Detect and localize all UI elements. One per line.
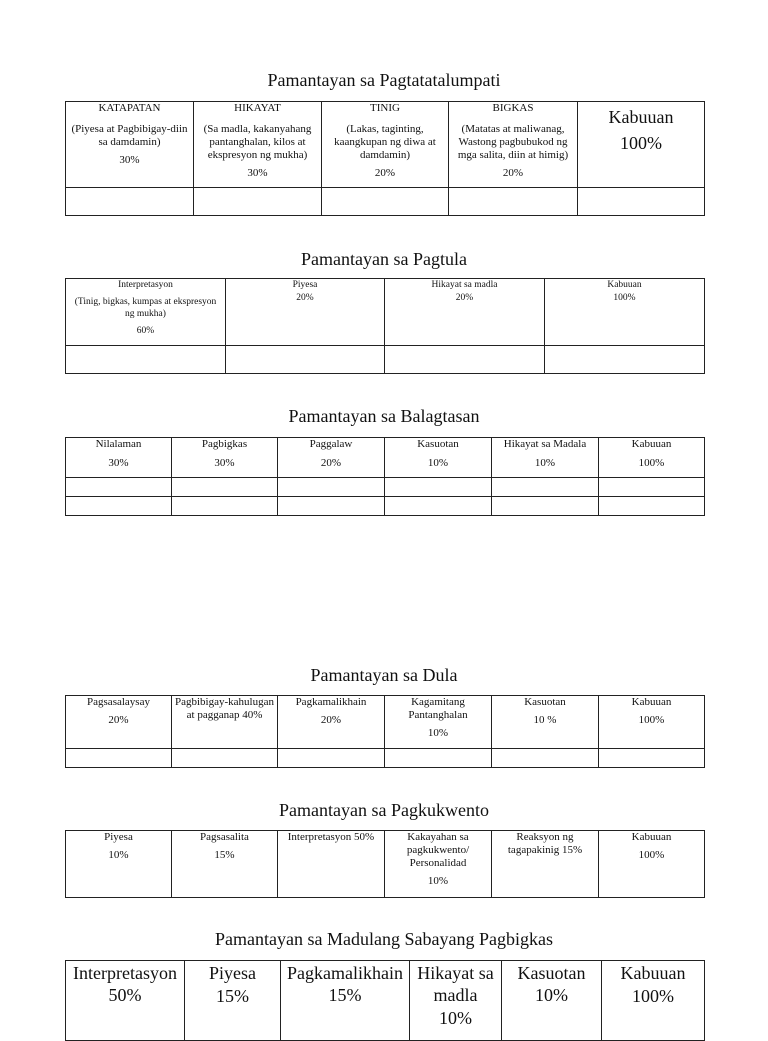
criterion-header: Nilalaman [95,438,142,450]
criterion-percent: 10% [427,727,449,739]
criterion-header: Interpretasyon [73,963,177,983]
section-title-pagtatatalumpati: Pamantayan sa Pagtatatalumpati [267,70,501,90]
score-cell[interactable] [278,749,385,768]
criterion-cell [385,696,492,749]
total-header: Kabuuan [631,438,672,450]
criterion-percent: 30% [247,167,268,179]
total-cell [578,102,705,188]
criterion-percent: 60% [136,326,155,336]
section-title-dula: Pamantayan sa Dula [310,665,458,685]
criterion-header: Reaksyon ng tagapakinig 15% [507,831,583,856]
total-percent: 100% [638,714,665,726]
criterion-cell [385,438,492,478]
criterion-cell [226,279,385,346]
criterion-cell [185,961,281,1041]
total-cell [545,279,705,346]
score-cell[interactable] [545,346,705,374]
criterion-percent: 20% [108,714,129,726]
criterion-header: KATAPATAN [98,102,161,114]
score-cell[interactable] [599,749,705,768]
criterion-cell [385,831,492,898]
criterion-header: Piyesa [104,831,133,843]
score-cell[interactable] [449,188,578,216]
score-cell[interactable] [278,478,385,497]
criterion-header: Kasuotan [524,696,566,708]
section-title-balagtasan: Pamantayan sa Balagtasan [288,406,480,426]
criterion-percent: 20% [374,167,396,179]
total-percent: 100% [632,986,674,1006]
score-cell[interactable] [599,478,705,497]
total-header: Kabuuan [607,280,642,290]
criterion-description: (Piyesa at Pagbibigay-diin sa damdamin) [71,123,188,148]
criterion-percent: 30% [119,154,140,166]
criterion-cell [492,831,599,898]
score-cell[interactable] [278,497,385,516]
rubric-table-pagkukwento [65,830,705,898]
criterion-cell [66,279,226,346]
criterion-header: Interpretasyon 50% [287,831,375,843]
score-cell[interactable] [578,188,705,216]
score-cell[interactable] [194,188,322,216]
score-cell[interactable] [492,497,599,516]
score-cell[interactable] [385,749,492,768]
rubric-table-dula [65,695,705,768]
criterion-header: Piyesa [292,280,318,290]
score-cell[interactable] [492,749,599,768]
criterion-percent: 30% [214,457,235,469]
score-cell[interactable] [226,346,385,374]
criterion-cell [278,696,385,749]
criterion-cell [410,961,502,1041]
criterion-header: Piyesa [209,963,256,983]
criterion-percent: 20% [296,293,314,303]
criterion-description: (Tinig, bigkas, kumpas at ekspresyon ng mukha) [74,297,217,319]
rubric-table-pagtatatalumpati [65,101,705,216]
criterion-percent: 10% [427,875,449,887]
criterion-cell [172,438,278,478]
criterion-cell [194,102,322,188]
criterion-cell [66,438,172,478]
criterion-header: Hikayat sa Madala [503,438,587,450]
criterion-header: TINIG [370,102,400,114]
criterion-header: HIKAYAT [234,102,281,114]
criterion-cell [66,961,185,1041]
total-header: Kabuuan [631,696,672,708]
score-cell[interactable] [385,478,492,497]
score-cell[interactable] [66,188,194,216]
score-cell[interactable] [66,346,226,374]
criterion-header: Kasuotan [517,963,586,983]
criterion-percent: 10% [534,457,556,469]
criterion-percent: 10% [427,457,449,469]
criterion-header: Hikayat sa madla [431,280,498,290]
criterion-percent: 20% [502,167,524,179]
criterion-cell [385,279,545,346]
criterion-cell [278,438,385,478]
section-title-madulang-sabayang-pagbigkas: Pamantayan sa Madulang Sabayang Pagbigkas [215,929,553,949]
criterion-header: Kakayahan sa pagkukwento/ Personalidad [406,831,470,869]
criterion-percent: 20% [455,293,474,303]
criterion-header: Paggalaw [309,438,353,450]
criterion-description: (Sa madla, kakanyahang pantanghalan, kilos at ekspresyon ng mukha) [203,123,312,161]
score-cell[interactable] [385,346,545,374]
criterion-header: Hikayat sa madla [417,963,494,1005]
criterion-cell [492,696,599,749]
criterion-cell [502,961,602,1041]
criterion-header: Pagsasalaysay [87,696,150,708]
criterion-percent: 15% [216,986,249,1006]
criterion-header: Pagbibigay-kahulugan at pagganap 40% [175,696,274,721]
score-cell[interactable] [66,478,172,497]
score-cell[interactable] [66,497,172,516]
rubric-table-madulang-sabayang-pagbigkas [65,960,705,1041]
criterion-percent: 20% [320,714,342,726]
criterion-percent: 50% [108,985,142,1005]
criterion-percent: 10% [108,849,129,861]
score-cell[interactable] [322,188,449,216]
criterion-percent: 15% [214,849,235,861]
total-percent: 100% [638,457,665,469]
score-cell[interactable] [385,497,492,516]
criterion-description: (Lakas, taginting, kaangkupan ng diwa at damdamin) [334,123,436,161]
criterion-cell [172,696,278,749]
criterion-cell [172,831,278,898]
criterion-percent: 20% [320,457,342,469]
total-percent: 100% [613,293,636,303]
criterion-description: (Matatas at maliwanag, Wastong pagbubukod ng mga salita, diin at himig) [457,123,569,161]
score-cell[interactable] [172,749,278,768]
criterion-header: Pagsasalita [200,831,249,843]
section-title-pagtula: Pamantayan sa Pagtula [301,249,467,269]
criterion-cell [281,961,410,1041]
score-cell[interactable] [172,478,278,497]
total-percent: 100% [638,849,665,861]
criterion-header: Pagbigkas [201,438,248,450]
criterion-cell [449,102,578,188]
criterion-cell [66,696,172,749]
total-header: Kabuuan [608,107,674,127]
rubric-table-balagtasan [65,437,705,516]
section-title-pagkukwento: Pamantayan sa Pagkukwento [279,800,489,820]
criterion-percent: 10% [535,985,568,1005]
total-cell [599,438,705,478]
rubric-table-pagtula [65,278,705,374]
total-cell [599,696,705,749]
criterion-percent: 15% [328,985,362,1005]
score-cell[interactable] [599,497,705,516]
criterion-percent: 10 % [533,714,557,726]
criterion-cell [278,831,385,898]
criterion-cell [492,438,599,478]
total-header: Kabuuan [631,831,672,843]
total-cell [599,831,705,898]
criterion-cell [322,102,449,188]
criterion-percent: 30% [108,457,129,469]
score-cell[interactable] [172,497,278,516]
criterion-header: Interpretasyon [118,280,173,290]
total-percent: 100% [620,133,662,153]
criterion-header: Kagamitang Pantanghalan [408,696,468,721]
criterion-cell [66,102,194,188]
criterion-header: Kasuotan [417,438,459,450]
score-cell[interactable] [492,478,599,497]
criterion-cell [66,831,172,898]
total-cell [602,961,705,1041]
criterion-header: Pagkamalikhain [295,696,367,708]
criterion-header: BIGKAS [492,102,534,114]
score-cell[interactable] [66,749,172,768]
total-header: Kabuuan [620,963,686,983]
criterion-percent: 10% [439,1008,472,1028]
criterion-header: Pagkamalikhain [287,963,403,983]
